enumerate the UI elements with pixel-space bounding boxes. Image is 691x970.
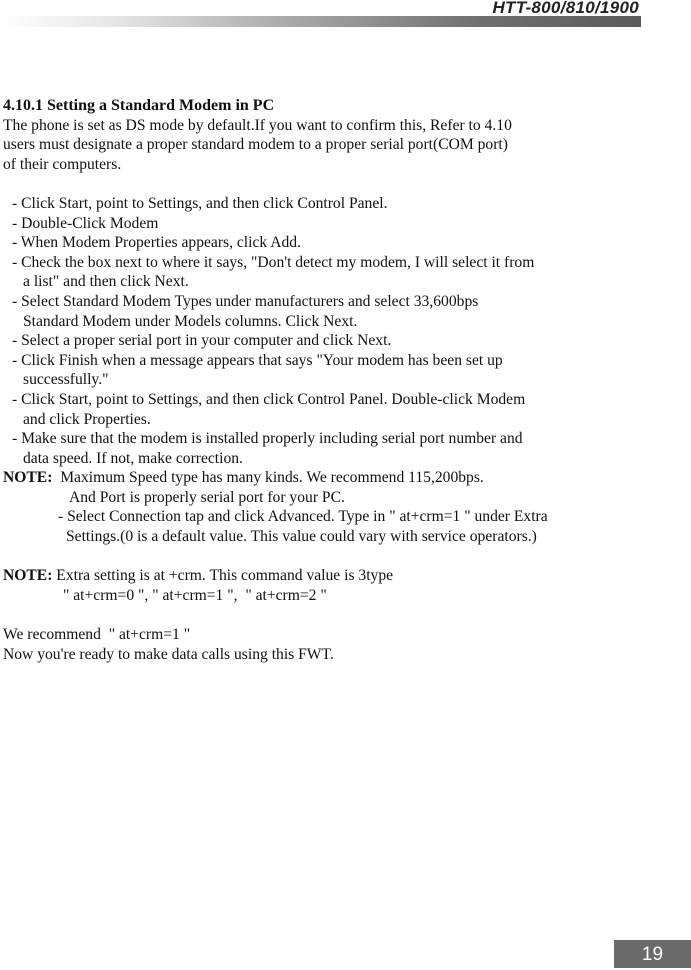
closing-line: Now you're ready to make data calls using this FWT. bbox=[3, 645, 334, 663]
note-2 bbox=[3, 566, 643, 586]
note-line: And Port is properly serial port for your PC. bbox=[69, 488, 345, 506]
document-body bbox=[3, 96, 643, 664]
intro-line: The phone is set as DS mode by default.If you want to confirm this, Refer to 4.10 bbox=[3, 116, 512, 134]
step-continuation: data speed. If not, make correction. bbox=[23, 449, 243, 467]
note-label: NOTE: bbox=[3, 469, 53, 487]
note-line: - Select Connection tap and click Advanced. Type in " at+crm=1 " under Extra bbox=[58, 508, 548, 526]
step-line: - Click Start, point to Settings, and then click Control Panel. Double-click Modem bbox=[12, 390, 526, 408]
intro-line: of their computers. bbox=[3, 155, 122, 173]
step-line: - When Modem Properties appears, click Add. bbox=[12, 234, 301, 252]
step-line: - Double-Click Modem bbox=[12, 214, 159, 232]
step-continuation: successfully." bbox=[23, 371, 109, 389]
note-line: " at+crm=0 ", " at+crm=1 ", " at+crm=2 " bbox=[63, 586, 327, 604]
model-name: HTT-800/810/1900 bbox=[492, 0, 639, 17]
step-line: - Select a proper serial port in your computer and click Next. bbox=[12, 332, 392, 350]
note-text: Extra setting is at +crm. This command value is 3type bbox=[52, 567, 394, 585]
note-label: NOTE: bbox=[3, 567, 53, 585]
step-line: - Check the box next to where it says, "Don't detect my modem, I will select it from bbox=[12, 253, 535, 271]
intro-line: users must designate a proper standard modem to a proper serial port(COM port) bbox=[3, 136, 508, 154]
step-line: - Click Finish when a message appears that says "Your modem has been set up bbox=[12, 351, 503, 369]
step-line: - Select Standard Modem Types under manufacturers and select 33,600bps bbox=[12, 292, 479, 310]
page-number: 19 bbox=[614, 940, 691, 968]
closing-line: We recommend " at+crm=1 " bbox=[3, 626, 191, 644]
step-continuation: and click Properties. bbox=[23, 410, 151, 428]
step-line: - Click Start, point to Settings, and then click Control Panel. bbox=[12, 194, 388, 212]
note-line: Settings.(0 is a default value. This value could vary with service operators.) bbox=[66, 528, 537, 546]
note-text: Maximum Speed type has many kinds. We recommend 115,200bps. bbox=[52, 469, 484, 487]
step-continuation: a list" and then click Next. bbox=[23, 273, 189, 291]
step-continuation: Standard Modem under Models columns. Click Next. bbox=[23, 312, 358, 330]
section-title: 4.10.1 Setting a Standard Modem in PC bbox=[3, 97, 275, 114]
step-line: - Make sure that the modem is installed properly including serial port number and bbox=[12, 430, 523, 448]
note-1 bbox=[3, 468, 643, 488]
